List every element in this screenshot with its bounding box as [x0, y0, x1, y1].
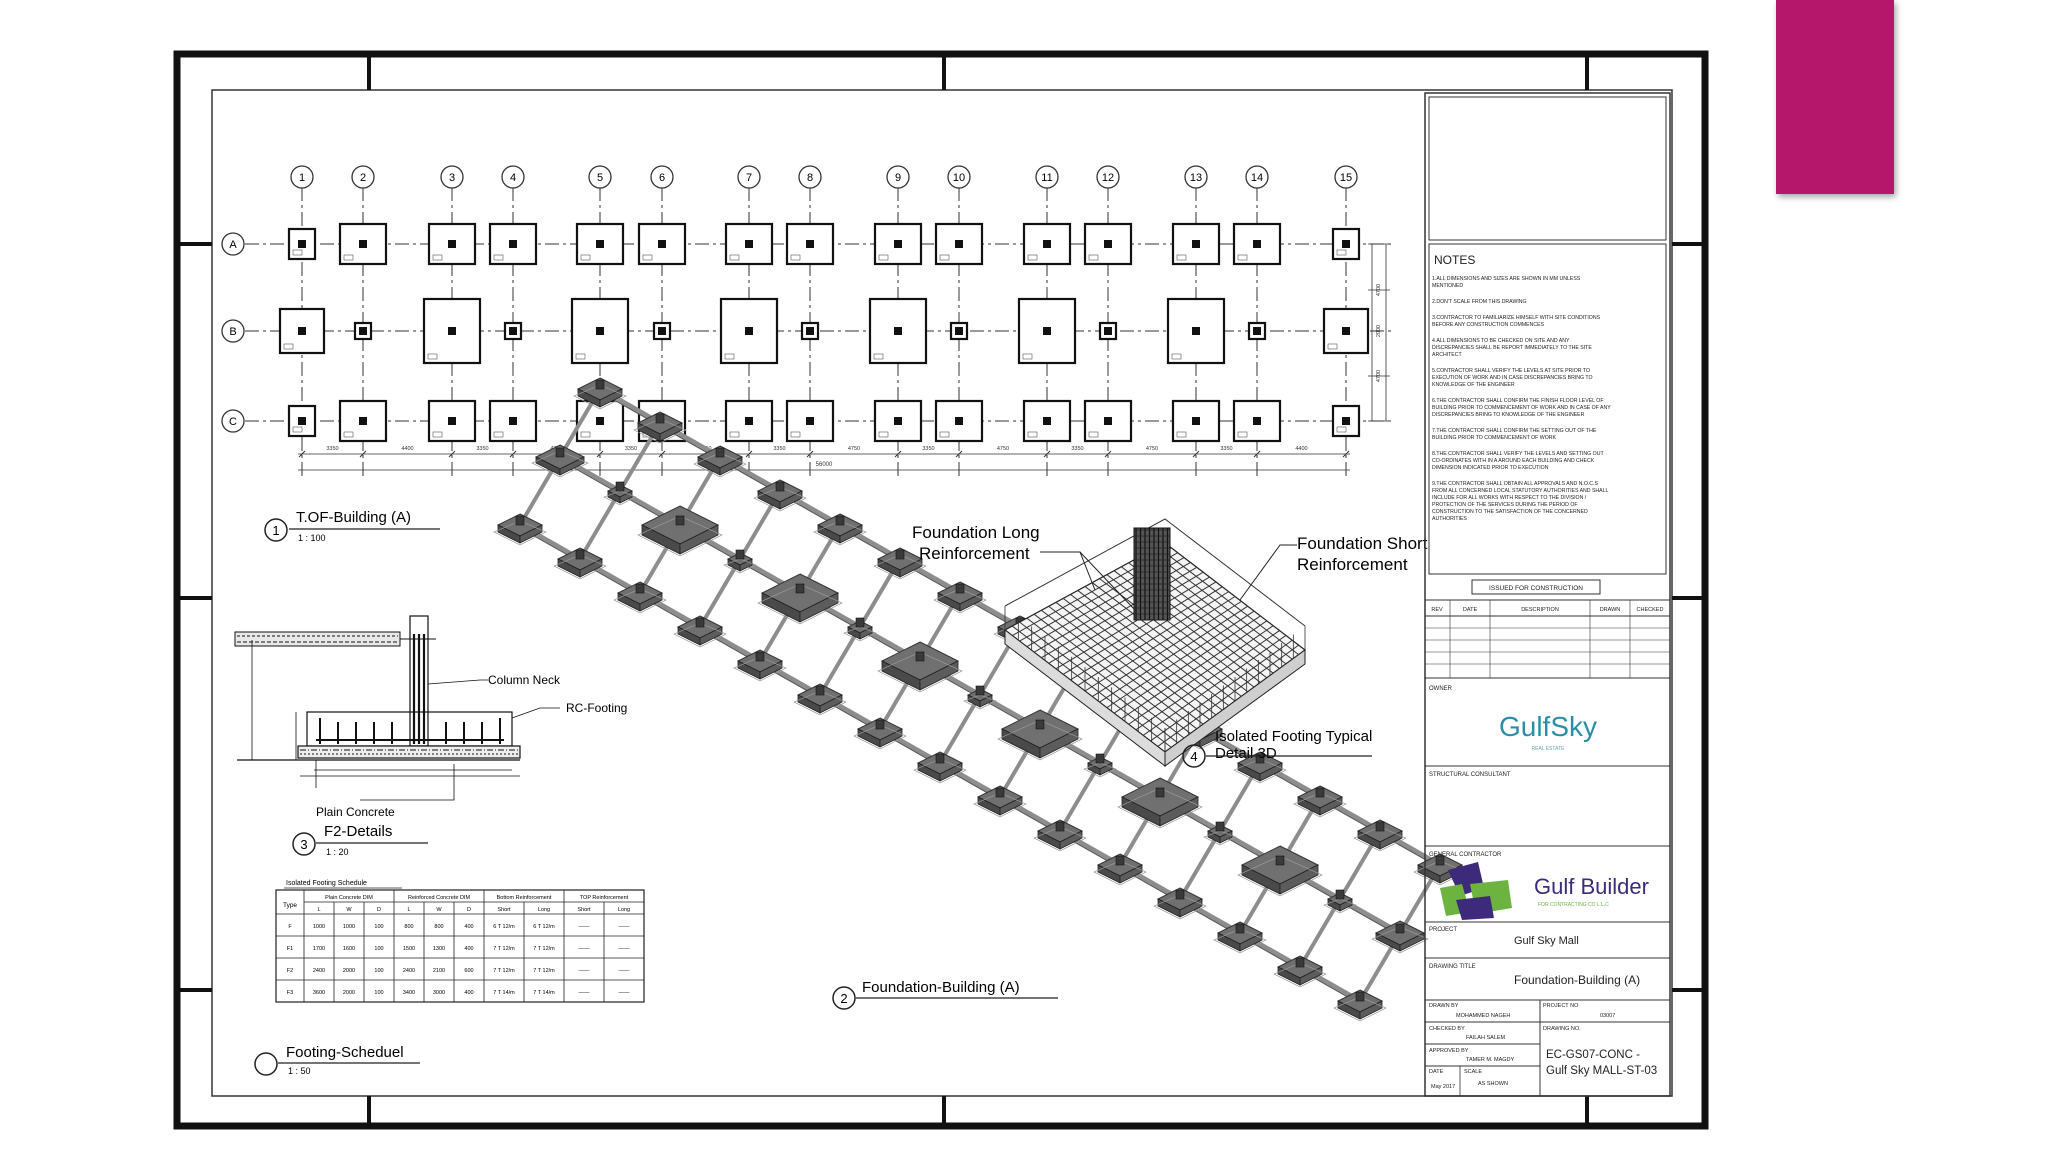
schedule-sub-header: Short — [497, 907, 511, 913]
grid-label-col: 14 — [1250, 172, 1264, 184]
column — [509, 327, 517, 335]
grid-label-col: 6 — [658, 172, 666, 184]
schedule-cell: —— — [578, 968, 590, 974]
checked-by-label: CHECKED BY — [1429, 1026, 1465, 1032]
rev-header: CHECKED — [1636, 607, 1664, 613]
schedule-cell: 1000 — [312, 924, 326, 930]
schedule-group-header: Reinforced Concrete DIM — [407, 895, 471, 901]
dim-text: 4750 — [847, 446, 861, 452]
column-neck — [1036, 720, 1044, 729]
note-line: DIMENSION INDICATED PRIOR TO EXECUTION — [1432, 465, 1549, 471]
note-line: BUILDING PRIOR TO COMMENCEMENT OF WORK AND IN CASE OF ANY — [1432, 405, 1611, 411]
schedule-cell: 3600 — [312, 990, 326, 996]
column — [806, 417, 814, 425]
column — [298, 417, 306, 425]
schedule-cell: 7 T 12/m — [493, 946, 515, 952]
column — [1104, 417, 1112, 425]
drawing-title: Foundation-Building (A) — [1514, 973, 1641, 987]
dim-total: 56000 — [815, 462, 833, 468]
isometric-foundation — [494, 378, 1466, 1021]
note-line: DISCREPANCIES SHALL BE REPORT IMMEDIATELY TO THE SITE — [1432, 345, 1592, 351]
rev-header: REV — [1431, 607, 1443, 613]
note-line: 7.THE CONTRACTOR SHALL CONFIRM THE SETTING OUT OF THE — [1432, 428, 1597, 434]
note-line: MENTIONED — [1432, 283, 1464, 289]
grid-label-col: 7 — [745, 172, 753, 184]
grid-label-col: 5 — [596, 172, 604, 184]
note-line: 6.THE CONTRACTOR SHALL CONFIRM THE FINISH FLOOR LEVEL OF — [1432, 398, 1604, 404]
column-neck — [556, 448, 564, 457]
grid-label-row: A — [229, 239, 237, 251]
schedule-cell: —— — [578, 946, 590, 952]
view-title-schedule — [255, 1044, 420, 1076]
schedule-cell: 7 T 14/m — [493, 990, 515, 996]
column — [745, 417, 753, 425]
schedule-cell: 3000 — [432, 990, 446, 996]
schedule-cell: 7 T 12/m — [533, 946, 555, 952]
column-neck — [896, 550, 904, 559]
column-neck — [576, 550, 584, 559]
dim-text: 3350 — [1071, 446, 1084, 452]
grid-label-row: B — [229, 326, 237, 338]
schedule-cell: F1 — [286, 946, 294, 952]
frame-ticks — [177, 54, 1705, 1126]
schedule-sub-header: L — [407, 907, 411, 913]
schedule-cell: 400 — [464, 924, 474, 930]
schedule-cell: 100 — [374, 968, 384, 974]
view-number-detail: 3 — [300, 837, 308, 852]
footing-schedule-table — [276, 890, 644, 1002]
view-title-schedule-text: Footing-Scheduel — [286, 1044, 404, 1061]
schedule-cell: 1300 — [432, 946, 446, 952]
column — [448, 327, 456, 335]
grid-label-col: 1 — [298, 172, 306, 184]
note-item — [1432, 338, 1592, 358]
dim-text-side: 4700 — [1376, 283, 1382, 297]
note-line: EXECUTION OF WORK AND IN CASE DISCREPANCIES BRING TO — [1432, 375, 1593, 381]
schedule-cell: 1000 — [342, 924, 356, 930]
column — [1342, 327, 1350, 335]
column — [1253, 240, 1261, 248]
schedule-cell: —— — [618, 968, 630, 974]
grid-label-col: 8 — [806, 172, 814, 184]
grid-label-col: 10 — [952, 172, 966, 184]
schedule-cell: —— — [618, 946, 630, 952]
view-number-iso: 2 — [840, 991, 848, 1006]
note-item — [1432, 276, 1581, 289]
column-neck — [936, 754, 944, 763]
project-no: 03007 — [1600, 1013, 1616, 1019]
revision-headers — [1431, 607, 1663, 613]
schedule-cell: 100 — [374, 990, 384, 996]
schedule-cell: —— — [578, 924, 590, 930]
column-neck — [1396, 924, 1404, 933]
column-neck — [776, 482, 784, 491]
column — [745, 327, 753, 335]
note-line: BEFORE ANY CONSTRUCTION COMMENCES — [1432, 322, 1545, 328]
column-neck — [1176, 890, 1184, 899]
view-title-detail-text: F2-Details — [324, 823, 393, 840]
note-line: 5.CONTRACTOR SHALL VERIFY THE LEVELS AT SITE PRIOR TO — [1432, 368, 1590, 374]
column — [359, 327, 367, 335]
column — [658, 240, 666, 248]
column-neck — [856, 618, 864, 627]
issued-for-construction: ISSUED FOR CONSTRUCTION — [1489, 585, 1583, 592]
column — [509, 240, 517, 248]
note-line: 2.DON'T SCALE FROM THIS DRAWING — [1432, 299, 1527, 305]
column — [1342, 417, 1350, 425]
column — [1043, 240, 1051, 248]
schedule-cell: F2 — [286, 968, 294, 974]
view-title-detail — [293, 823, 428, 857]
note-line: BUILDING PRIOR TO COMMENCEMENT OF WORK — [1432, 435, 1556, 441]
schedule-cell: 6 T 12/m — [533, 924, 555, 930]
column-neck — [976, 686, 984, 695]
schedule-cell: 2100 — [432, 968, 446, 974]
schedule-cell: 400 — [464, 946, 474, 952]
project-no-label: PROJECT NO — [1543, 1003, 1579, 1009]
schedule-cell: F — [288, 924, 292, 930]
date-value: May 2017 — [1431, 1084, 1456, 1090]
schedule-cell: 100 — [374, 924, 384, 930]
grid-label-col: 15 — [1339, 172, 1353, 184]
schedule-cell: —— — [618, 990, 630, 996]
dim-text-side: 2000 — [1376, 324, 1382, 338]
schedule-sub-header: D — [377, 907, 381, 913]
column — [745, 240, 753, 248]
notes-list — [1432, 276, 1611, 522]
column-neck — [656, 414, 664, 423]
dim-text: 3350 — [922, 446, 935, 452]
column — [448, 240, 456, 248]
dim-text: 3350 — [1220, 446, 1233, 452]
schedule-cell: 1700 — [312, 946, 326, 952]
drawing-no-2: Gulf Sky MALL-ST-03 — [1546, 1065, 1658, 1077]
schedule-cell: 100 — [374, 946, 384, 952]
column-neck — [616, 482, 624, 491]
grid-label-col: 12 — [1101, 172, 1115, 184]
column-neck — [636, 584, 644, 593]
schedule-caption: Isolated Footing Schedule — [286, 880, 367, 887]
schedule-cell: 2400 — [312, 968, 326, 974]
column — [1192, 240, 1200, 248]
schedule-cell: 7 T 12/m — [493, 968, 515, 974]
contractor-logo: Gulf Builder — [1534, 874, 1649, 899]
contractor-logo-sub: FOR CONTRACTING CO L.L.C — [1538, 902, 1609, 908]
column-neck — [1056, 822, 1064, 831]
view-title-plan — [265, 509, 440, 543]
dim-text: 4750 — [1145, 446, 1159, 452]
column-neck — [676, 516, 684, 525]
column — [894, 240, 902, 248]
schedule-cell: 2000 — [342, 990, 356, 996]
schedule-sub-header: W — [346, 907, 352, 913]
column — [509, 417, 517, 425]
note-line: KNOWLEDGE OF THE ENGINEER — [1432, 382, 1515, 388]
note-line: CONSTRUCTION TO THE SATISFACTION OF THE CONCERNED — [1432, 509, 1588, 515]
column — [894, 417, 902, 425]
schedule-cell: 800 — [434, 924, 444, 930]
view-title-iso-text: Foundation-Building (A) — [862, 979, 1020, 996]
grid-label-col: 11 — [1041, 172, 1053, 184]
note-line: CO-ORDINATES WITH IN A AROUND EACH BUILDING AND CHECK — [1432, 458, 1595, 464]
column-neck — [836, 516, 844, 525]
column — [596, 327, 604, 335]
schedule-sub-header: W — [436, 907, 442, 913]
drawn-by: MOHAMMED NAGEH — [1456, 1013, 1511, 1019]
date-label: DATE — [1429, 1069, 1444, 1075]
schedule-cell: —— — [578, 990, 590, 996]
f2-detail-section — [235, 616, 560, 800]
approved-by-label: APPROVED BY — [1429, 1048, 1469, 1054]
column — [596, 417, 604, 425]
column — [894, 327, 902, 335]
column — [1192, 417, 1200, 425]
column — [955, 327, 963, 335]
note-line: 4.ALL DIMENSIONS TO BE CHECKED ON SITE AND ANY — [1432, 338, 1570, 344]
schedule-cell: 7 T 14/m — [533, 990, 555, 996]
column-neck — [876, 720, 884, 729]
scale-label: SCALE — [1464, 1069, 1483, 1075]
note-line: PROTECTION OF THE SERVICES DURING THE PERIOD OF — [1432, 502, 1578, 508]
column — [298, 327, 306, 335]
note-line: FROM ALL CONCERNED LOCAL STATUTORY AUTHORITIES AND SHALL — [1432, 488, 1609, 494]
callout-rc-footing: RC-Footing — [566, 701, 628, 715]
dim-text: 3350 — [326, 446, 339, 452]
note-line: AUTHORITIES — [1432, 516, 1467, 522]
scale-value: AS SHOWN — [1478, 1081, 1508, 1087]
callout-short-2: Reinforcement — [1297, 555, 1408, 574]
column-neck — [1276, 856, 1284, 865]
view-scale-plan: 1 : 100 — [298, 533, 326, 543]
column — [359, 417, 367, 425]
column — [806, 327, 814, 335]
column-neck — [1376, 822, 1384, 831]
schedule-sub-header: Long — [617, 907, 631, 913]
owner-logo: GulfSky — [1498, 711, 1598, 742]
consultant-label: STRUCTURAL CONSULTANT — [1429, 772, 1511, 778]
schedule-cell: 2000 — [342, 968, 356, 974]
column-neck — [1336, 890, 1344, 899]
schedule-sub-header: D — [467, 907, 471, 913]
note-line: 9.THE CONTRACTOR SHALL OBTAIN ALL APPROVALS AND N.O.C.S — [1432, 481, 1598, 487]
notes-title: NOTES — [1434, 253, 1476, 267]
grid-label-col: 9 — [894, 172, 902, 184]
column-neck — [756, 652, 764, 661]
grid-label-col: 3 — [448, 172, 456, 184]
column-neck — [816, 686, 824, 695]
column — [955, 417, 963, 425]
schedule-cell: 800 — [404, 924, 414, 930]
note-item — [1432, 428, 1597, 441]
schedule-sub-header: L — [317, 907, 321, 913]
column-neck — [716, 448, 724, 457]
note-item — [1432, 451, 1604, 471]
title-block-text — [1429, 253, 1663, 1090]
column-neck — [956, 584, 964, 593]
column-neck — [1236, 924, 1244, 933]
owner-logo-sub: REAL ESTATE — [1531, 746, 1565, 752]
callout-short-1: Foundation Short — [1297, 534, 1428, 553]
schedule-cell: —— — [618, 924, 630, 930]
note-item — [1432, 398, 1611, 418]
note-line: 1.ALL DIMENSIONS AND SIZES ARE SHOWN IN MM UNLESS — [1432, 276, 1581, 282]
grid-label-col: 13 — [1189, 172, 1203, 184]
callout-long-2: Reinforcement — [919, 544, 1030, 563]
column-neck — [1296, 958, 1304, 967]
dim-text: 4750 — [996, 446, 1010, 452]
column-neck — [1316, 788, 1324, 797]
dim-text: 3350 — [773, 446, 786, 452]
note-item — [1432, 481, 1609, 522]
column-neck — [736, 550, 744, 559]
drawing-no-1: EC-GS07-CONC - — [1546, 1049, 1640, 1061]
column — [955, 240, 963, 248]
rev-header: DATE — [1462, 607, 1478, 613]
callout-long-1: Foundation Long — [912, 523, 1040, 542]
schedule-group-header: Plain Concrete DIM — [325, 895, 373, 901]
column-neck — [1216, 822, 1224, 831]
note-line: ARCHITECT — [1432, 352, 1462, 358]
gulf-builder-logo-icon — [1440, 862, 1512, 920]
column — [1342, 240, 1350, 248]
column-neck — [516, 516, 524, 525]
schedule-cell: 1600 — [342, 946, 356, 952]
column — [1104, 327, 1112, 335]
owner-label: OWNER — [1429, 686, 1452, 692]
schedule-cell: 2400 — [402, 968, 416, 974]
view-scale-detail: 1 : 20 — [326, 847, 349, 857]
note-item — [1432, 315, 1601, 328]
dim-text: 3350 — [476, 446, 489, 452]
dim-text: 3350 — [624, 446, 638, 452]
note-item — [1432, 368, 1593, 388]
checked-by: FAILAH SALEM — [1466, 1035, 1506, 1041]
view-title-iso — [833, 979, 1058, 1009]
callout-column-neck: Column Neck — [488, 673, 561, 687]
project-name: Gulf Sky Mall — [1514, 935, 1579, 947]
grid-label-col: 2 — [359, 172, 367, 184]
column — [1104, 240, 1112, 248]
column-neck — [996, 788, 1004, 797]
view-number-plan: 1 — [272, 523, 280, 538]
column — [1253, 417, 1261, 425]
plan-view — [222, 166, 1395, 478]
contractor-label: GENERAL CONTRACTOR — [1429, 852, 1502, 858]
note-line: 3.CONTRACTOR TO FAMILIARIZE HIMSELF WITH SITE CONDITIONS — [1432, 315, 1601, 321]
column-neck — [1096, 754, 1104, 763]
column-neck — [596, 380, 604, 389]
schedule-cell: F3 — [286, 990, 294, 996]
note-line: DISCREPANCIES BRING TO KNOWLEDGE OF THE ENGINEER — [1432, 412, 1585, 418]
dim-text: 4400 — [401, 446, 414, 452]
column-neck — [916, 652, 924, 661]
schedule-group-header: Type — [282, 902, 298, 909]
note-line: INCLUDE FOR ALL WORKS WITH RESPECT TO THE DIVISION / — [1432, 495, 1587, 501]
schedule-cell: 7 T 12/m — [533, 968, 555, 974]
note-item — [1432, 299, 1527, 305]
schedule-cell: 3400 — [402, 990, 416, 996]
column-neck — [1356, 992, 1364, 1001]
project-label: PROJECT — [1429, 927, 1458, 933]
schedule-cell: 600 — [464, 968, 474, 974]
view-title-typical-2: Detail 3D — [1215, 745, 1277, 762]
column — [806, 240, 814, 248]
drawing-no-label: DRAWING NO. — [1543, 1026, 1581, 1032]
column — [1043, 327, 1051, 335]
view-scale-schedule: 1 : 50 — [288, 1066, 311, 1076]
dim-text: 4400 — [1295, 446, 1308, 452]
schedule-group-header: Bottom Reinforcement — [496, 895, 552, 901]
column-neck — [696, 618, 704, 627]
grid-label-col: 4 — [509, 172, 517, 184]
schedule-sub-header: Short — [577, 907, 591, 913]
column — [298, 240, 306, 248]
column — [1192, 327, 1200, 335]
column — [448, 417, 456, 425]
view-number-typical: 4 — [1190, 749, 1198, 764]
schedule-sub-header: Long — [537, 907, 551, 913]
approved-by: TAMER M. MAGDY — [1466, 1057, 1515, 1063]
view-title-plan-text: T.OF-Building (A) — [296, 509, 412, 526]
column-neck — [1116, 856, 1124, 865]
dim-text-side: 4700 — [1376, 369, 1382, 383]
column — [1253, 327, 1261, 335]
schedule-cell: 400 — [464, 990, 474, 996]
column — [1043, 417, 1051, 425]
callout-plain-concrete: Plain Concrete — [316, 805, 395, 819]
schedule-cell: 6 T 12/m — [493, 924, 515, 930]
drawing-title-label: DRAWING TITLE — [1429, 964, 1476, 970]
schedule-group-header: TOP Reinforcement — [579, 895, 629, 901]
column — [658, 327, 666, 335]
column — [359, 240, 367, 248]
outer-frame — [177, 54, 1705, 1126]
view-title-typical-1: Isolated Footing Typical — [1215, 728, 1373, 745]
column-neck — [1156, 788, 1164, 797]
drawn-by-label: DRAWN BY — [1429, 1003, 1459, 1009]
rev-header: DESCRIPTION — [1521, 607, 1559, 613]
grid-label-row: C — [229, 416, 237, 428]
column-neck — [796, 584, 804, 593]
rev-header: DRAWN — [1599, 607, 1621, 613]
schedule-cell: 1500 — [402, 946, 416, 952]
column — [596, 240, 604, 248]
note-line: 8.THE CONTRACTOR SHALL VERIFY THE LEVELS AND SETTING OUT — [1432, 451, 1604, 457]
